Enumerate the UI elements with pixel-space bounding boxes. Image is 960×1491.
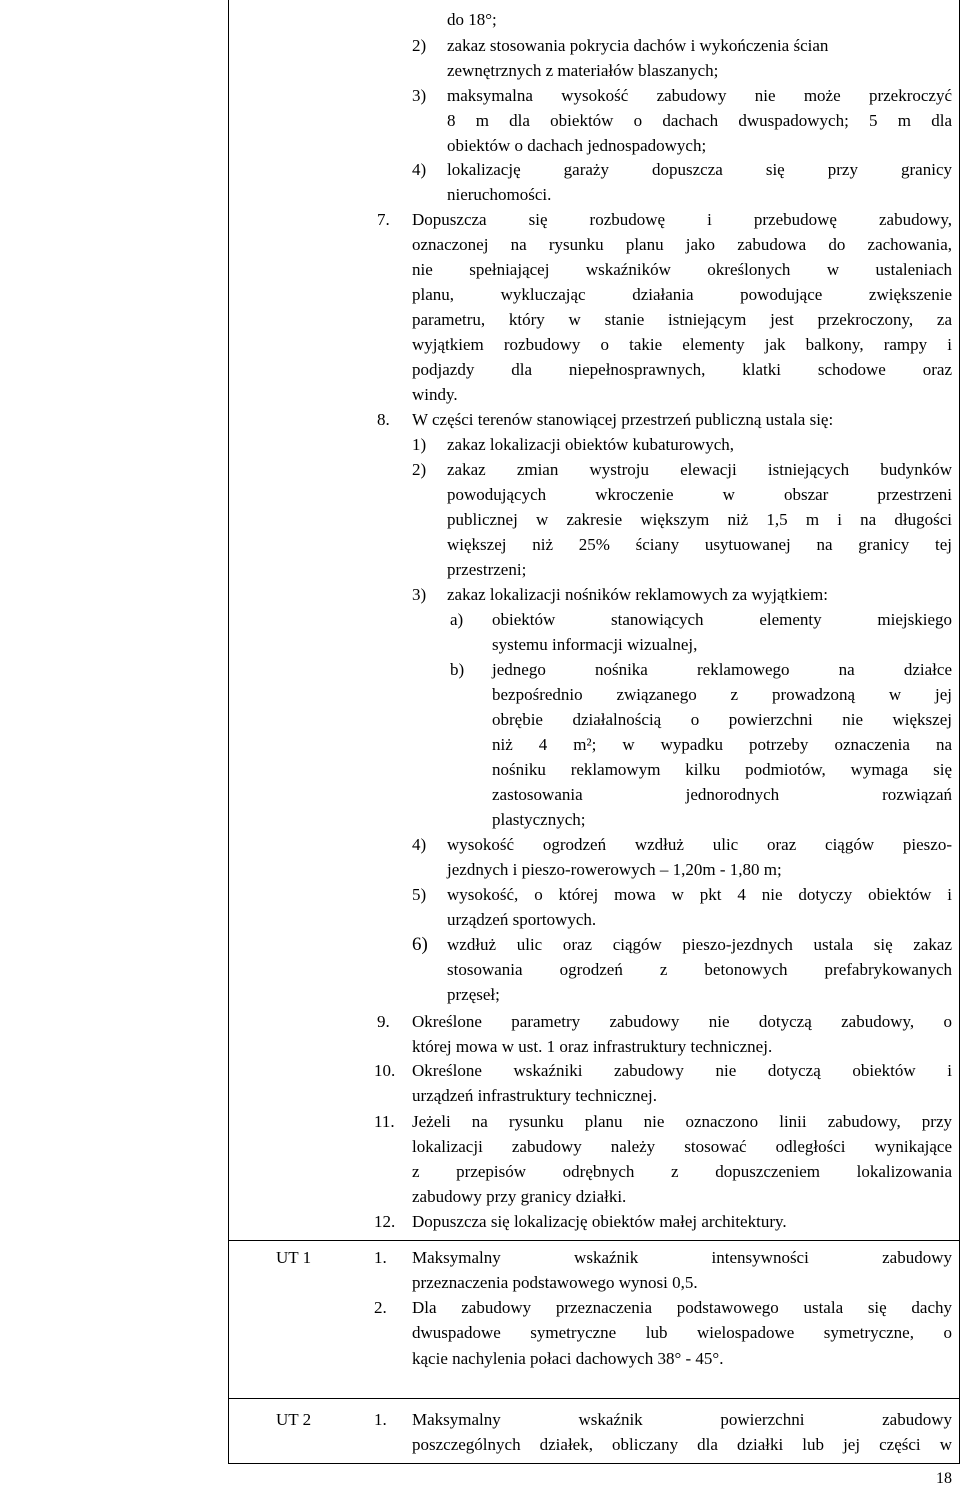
text-line: Określone parametry zabudowy nie dotyczą zabudowy, o — [412, 1012, 952, 1031]
text-line: podjazdy dla niepełnosprawnych, klatki schodowe oraz — [412, 360, 952, 379]
text-line: nieruchomości. — [447, 185, 552, 204]
text-line: nośniku reklamowym kilku podmiotów, wymaga się — [492, 760, 952, 779]
text-line: zakaz lokalizacji obiektów kubaturowych, — [447, 435, 734, 454]
text-line: maksymalna wysokość zabudowy nie może przekroczyć — [447, 86, 952, 105]
text-line: wysokość, o której mowa w pkt 4 nie dotyczy obiektów i — [447, 885, 952, 904]
text-line: Dla zabudowy przeznaczenia podstawowego ustala się dachy — [412, 1298, 952, 1317]
item-number: 4) — [412, 160, 427, 179]
text-line: jezdnych i pieszo-rowerowych – 1,20m - 1,80 m; — [447, 860, 782, 879]
text-line: 8 m dla obiektów o dachach dwuspadowych; 5 m dla — [447, 111, 952, 130]
text-line: systemu informacji wizualnej, — [492, 635, 698, 654]
page-number: 18 — [936, 1470, 952, 1487]
text-line: większej niż 25% ściany usytuowanej na granicy tej — [447, 535, 952, 554]
text-line: Maksymalny wskaźnik powierzchni zabudowy — [412, 1410, 952, 1429]
zone-label: UT 1 — [276, 1248, 312, 1267]
text-line: Dopuszcza się lokalizację obiektów małej architektury. — [412, 1212, 787, 1231]
text-line: przestrzeni; — [447, 560, 527, 579]
item-number: 1) — [412, 435, 427, 454]
text-line: wzdłuż ulic oraz ciągów pieszo-jezdnych ustala się zakaz — [447, 935, 952, 954]
text-line: obiektów stanowiących elementy miejskiego — [492, 610, 952, 629]
text-line: Maksymalny wskaźnik intensywności zabudowy — [412, 1248, 952, 1267]
text-line: przeznaczenia podstawowego wynosi 0,5. — [412, 1273, 698, 1292]
text-line: plastycznych; — [492, 810, 586, 829]
text-line: W części terenów stanowiącej przestrzeń publiczną ustala się: — [412, 410, 834, 429]
text-line: niż 4 m²; w wypadku potrzeby oznaczenia na — [492, 735, 952, 754]
text-line: poszczególnych działek, obliczany dla działki lub jej części w — [412, 1435, 952, 1454]
text-line: planu, wykluczając działania powodujące zwiększenie — [412, 285, 952, 304]
paragraph-number: 7. — [377, 210, 390, 229]
text-line: jednego nośnika reklamowego na działce — [492, 660, 952, 679]
paragraph-number: 8. — [377, 410, 390, 429]
text-line: obrębie działalnością o powierzchni nie większej — [492, 710, 952, 729]
item-number: 2) — [412, 36, 427, 55]
paragraph-number: 1. — [374, 1410, 387, 1429]
subitem-letter: b) — [450, 660, 465, 679]
text-line: urządzeń sportowych. — [447, 910, 597, 929]
text-line: windy. — [412, 385, 458, 404]
text-line: oznaczonej na rysunku planu jako zabudowa do zachowania, — [412, 235, 952, 254]
item-number: 6) — [412, 934, 428, 955]
text-line: z przepisów odrębnych z dopuszczeniem lokalizowania — [412, 1162, 952, 1181]
paragraph-number: 10. — [374, 1061, 396, 1080]
item-number: 3) — [412, 86, 427, 105]
text-line: lokalizacji zabudowy należy stosować odległości wynikające — [412, 1137, 952, 1156]
text-line: urządzeń infrastruktury technicznej. — [412, 1086, 657, 1105]
text-line: lokalizację garaży dopuszcza się przy granicy — [447, 160, 952, 179]
item-number: 3) — [412, 585, 427, 604]
item-number: 2) — [412, 460, 427, 479]
subitem-letter: a) — [450, 610, 464, 629]
item-number: 4) — [412, 835, 427, 854]
text-line: zakaz zmian wystroju elewacji istniejących budynków — [447, 460, 952, 479]
text-line: Określone wskaźniki zabudowy nie dotyczą obiektów i — [412, 1061, 952, 1080]
text-line: do 18°; — [447, 10, 497, 29]
text-line: nie spełniającej wskaźników określonych w ustaleniach — [412, 260, 952, 279]
row-divider — [228, 1240, 960, 1241]
text-line: stosowania ogrodzeń z betonowych prefabrykowanych — [447, 960, 952, 979]
paragraph-number: 1. — [374, 1248, 387, 1267]
text-line: Jeżeli na rysunku planu nie oznaczono linii zabudowy, przy — [412, 1112, 952, 1131]
text-line: przęseł; — [447, 985, 500, 1004]
text-line: kącie nachylenia połaci dachowych 38° - 45°. — [412, 1349, 724, 1368]
text-line: powodujących wkroczenie w obszar przestrzeni — [447, 485, 952, 504]
paragraph-number: 9. — [377, 1012, 390, 1031]
item-number: 5) — [412, 885, 427, 904]
text-line: obiektów o dachach jednospadowych; — [447, 136, 707, 155]
paragraph-number: 2. — [374, 1298, 387, 1317]
text-line: zakaz stosowania pokrycia dachów i wykończenia ścian — [447, 36, 829, 55]
text-line: bezpośrednio związanego z prowadzoną w jej — [492, 685, 952, 704]
text-line: parametru, który w stanie istniejącym jest przekroczony, za — [412, 310, 952, 329]
row-divider — [228, 1398, 960, 1399]
text-line: zastosowania jednorodnych rozwiązań — [492, 785, 952, 804]
text-line: publicznej w zakresie większym niż 1,5 m i na długości — [447, 510, 952, 529]
paragraph-number: 12. — [374, 1212, 396, 1231]
text-line: której mowa w ust. 1 oraz infrastruktury technicznej. — [412, 1037, 773, 1056]
text-line: zewnętrznych z materiałów blaszanych; — [447, 61, 719, 80]
text-line: dwuspadowe symetryczne lub wielospadowe symetryczne, o — [412, 1323, 952, 1342]
text-line: zabudowy przy granicy działki. — [412, 1187, 627, 1206]
text-line: Dopuszcza się rozbudowę i przebudowę zabudowy, — [412, 210, 952, 229]
zone-label: UT 2 — [276, 1410, 312, 1429]
text-line: wysokość ogrodzeń wzdłuż ulic oraz ciągów pieszo- — [447, 835, 952, 854]
text-line: wyjątkiem rozbudowy o takie elementy jak balkony, rampy i — [412, 335, 952, 354]
text-line: zakaz lokalizacji nośników reklamowych za wyjątkiem: — [447, 585, 828, 604]
paragraph-number: 11. — [374, 1112, 395, 1131]
